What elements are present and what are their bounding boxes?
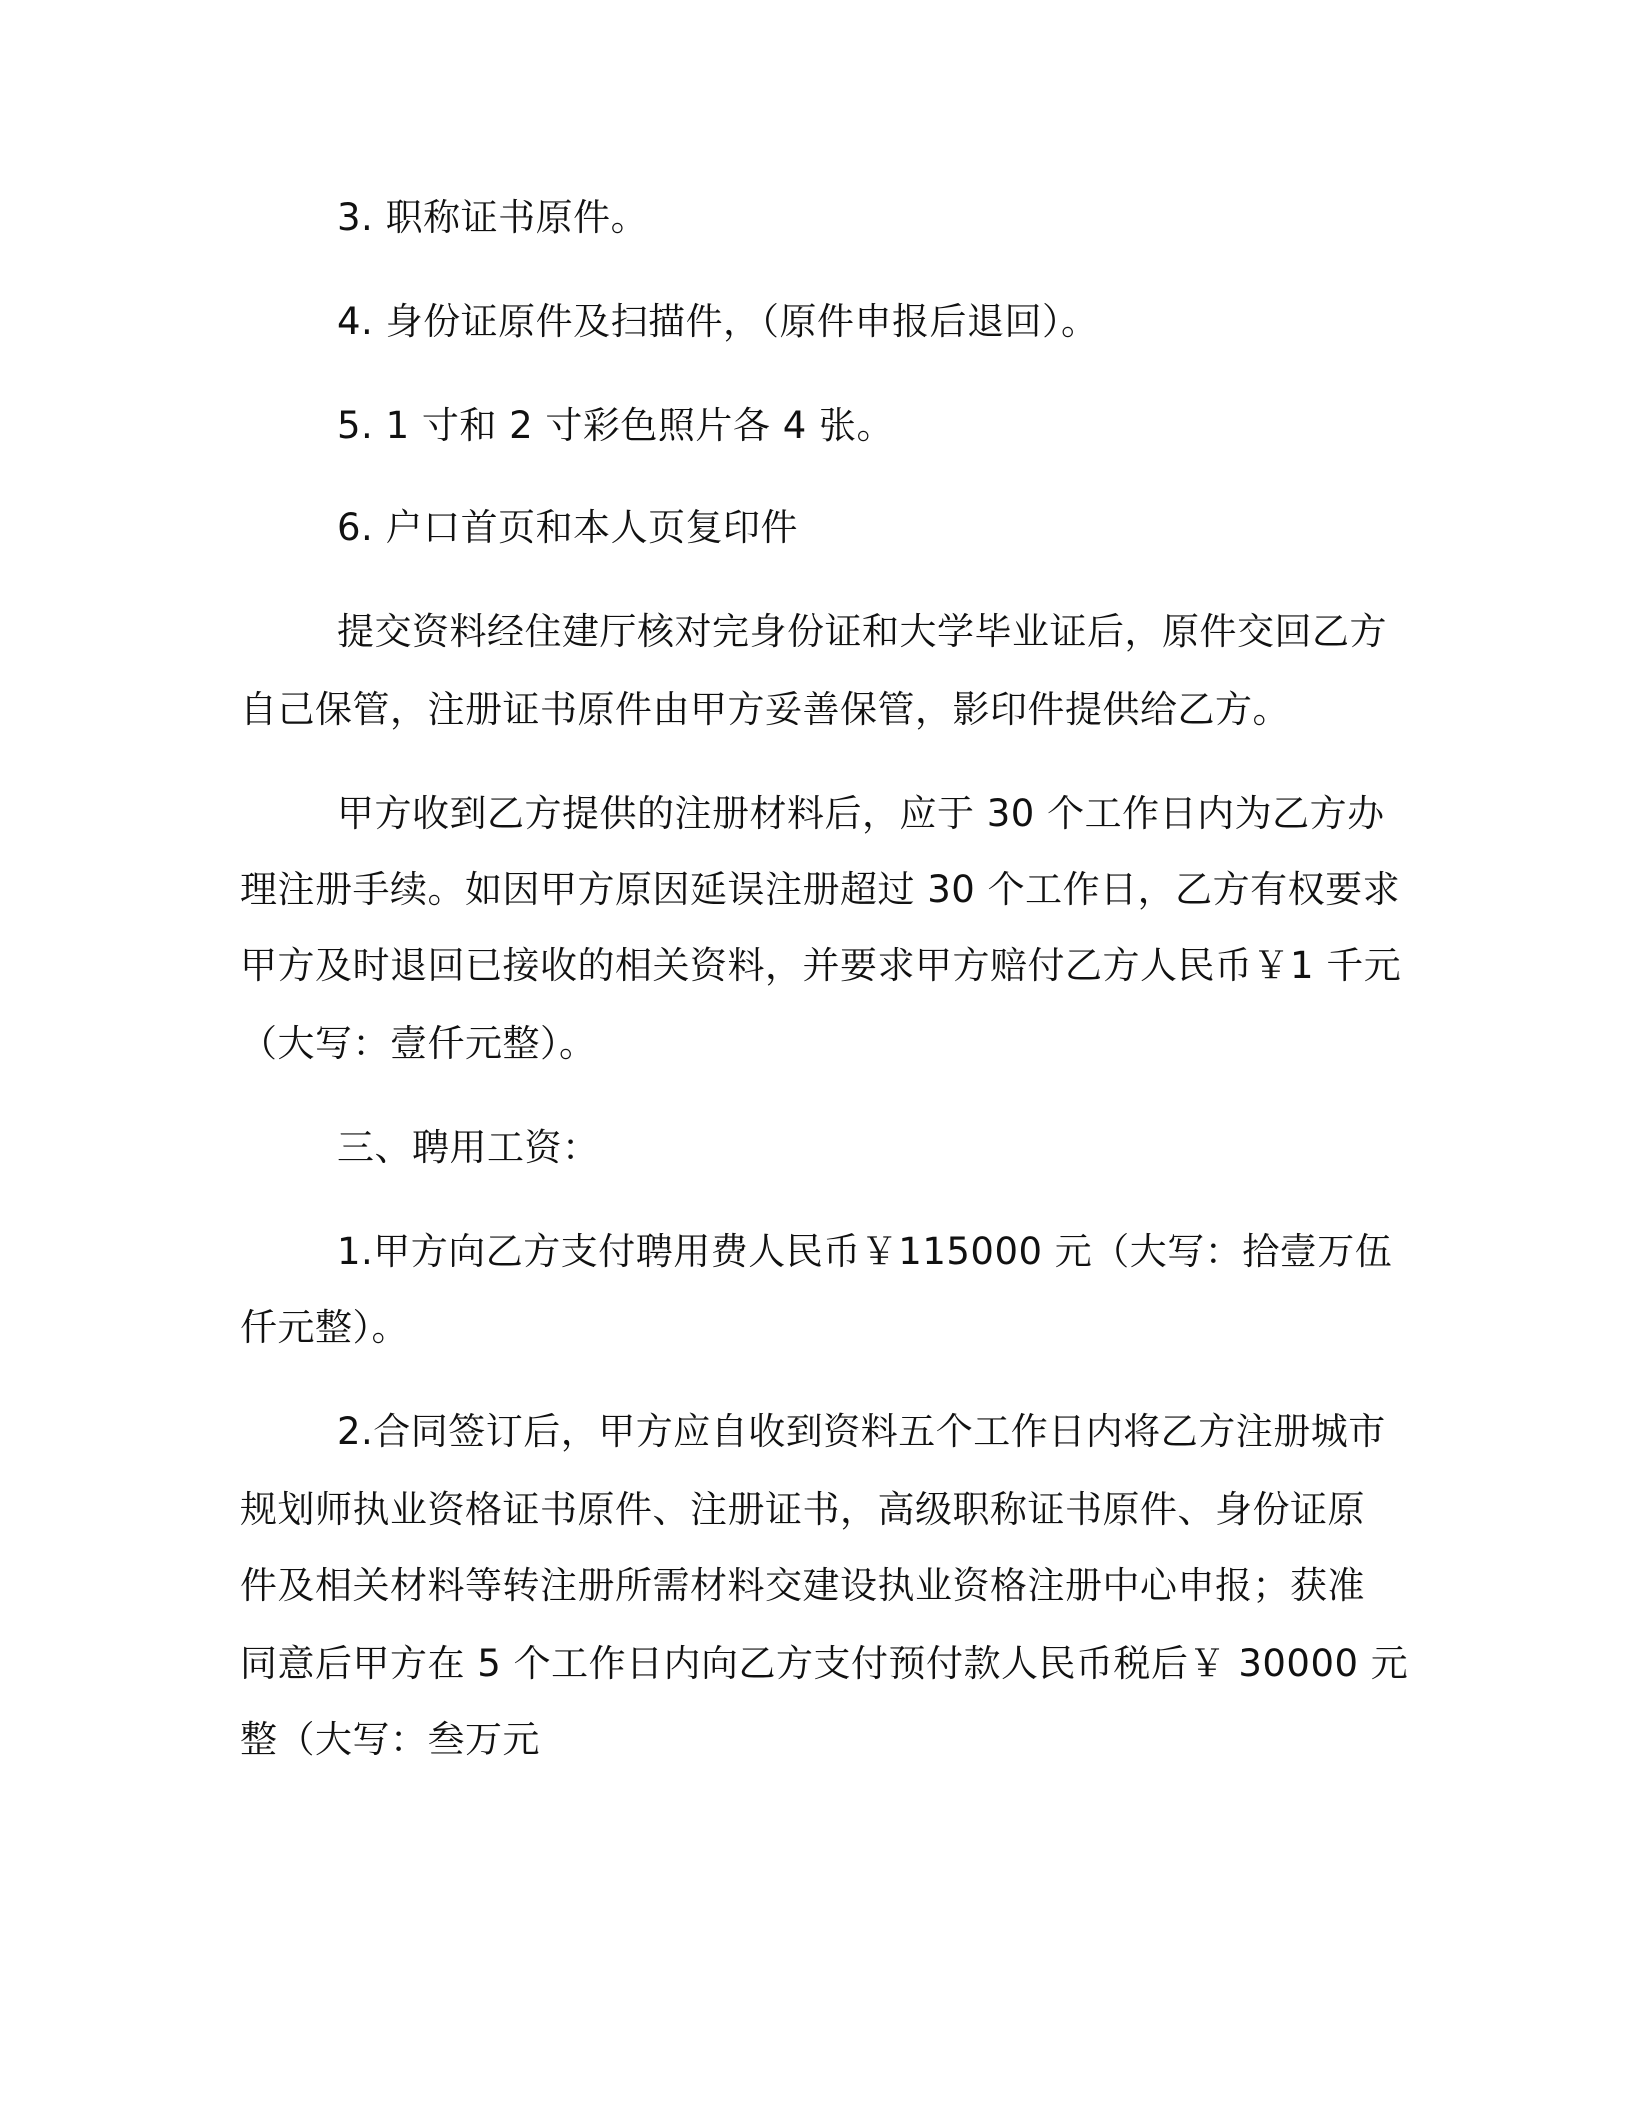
paragraph-line: 2.合同签订后，甲方应自收到资料五个工作日内将乙方注册城市 [337, 1410, 1386, 1453]
paragraph-line: 同意后甲方在 5 个工作日内向乙方支付预付款人民币税后￥ 30000 元 [240, 1642, 1409, 1685]
paragraph-line: 提交资料经住建厅核对完身份证和大学毕业证后，原件交回乙方 [337, 610, 1387, 653]
paragraph-line: 仟元整）。 [240, 1306, 409, 1349]
list-item-3: 3. 职称证书原件。 [337, 196, 649, 239]
paragraph-line: （大写：壹仟元整）。 [240, 1022, 597, 1065]
paragraph-line: 理注册手续。如因甲方原因延误注册超过 30 个工作日，乙方有权要求 [240, 868, 1401, 911]
paragraph-line: 件及相关材料等转注册所需材料交建设执业资格注册中心申报；获准 [240, 1564, 1365, 1607]
paragraph-line: 甲方收到乙方提供的注册材料后，应于 30 个工作日内为乙方办 [337, 792, 1385, 835]
list-item-4: 4. 身份证原件及扫描件，（原件申报后退回）。 [337, 300, 1099, 343]
section-heading: 三、聘用工资： [337, 1126, 600, 1169]
paragraph-line: 自己保管，注册证书原件由甲方妥善保管，影印件提供给乙方。 [240, 688, 1290, 731]
paragraph-line: 1.甲方向乙方支付聘用费人民币￥115000 元（大写：拾壹万伍 [337, 1230, 1393, 1273]
paragraph-line: 甲方及时退回已接收的相关资料，并要求甲方赔付乙方人民币￥1 千元 [240, 944, 1402, 987]
list-item-6: 6. 户口首页和本人页复印件 [337, 506, 799, 549]
list-item-5: 5. 1 寸和 2 寸彩色照片各 4 张。 [337, 404, 894, 447]
paragraph-line: 规划师执业资格证书原件、注册证书，高级职称证书原件、身份证原 [240, 1488, 1365, 1531]
paragraph-line: 整（大写：叁万元 [240, 1718, 540, 1761]
